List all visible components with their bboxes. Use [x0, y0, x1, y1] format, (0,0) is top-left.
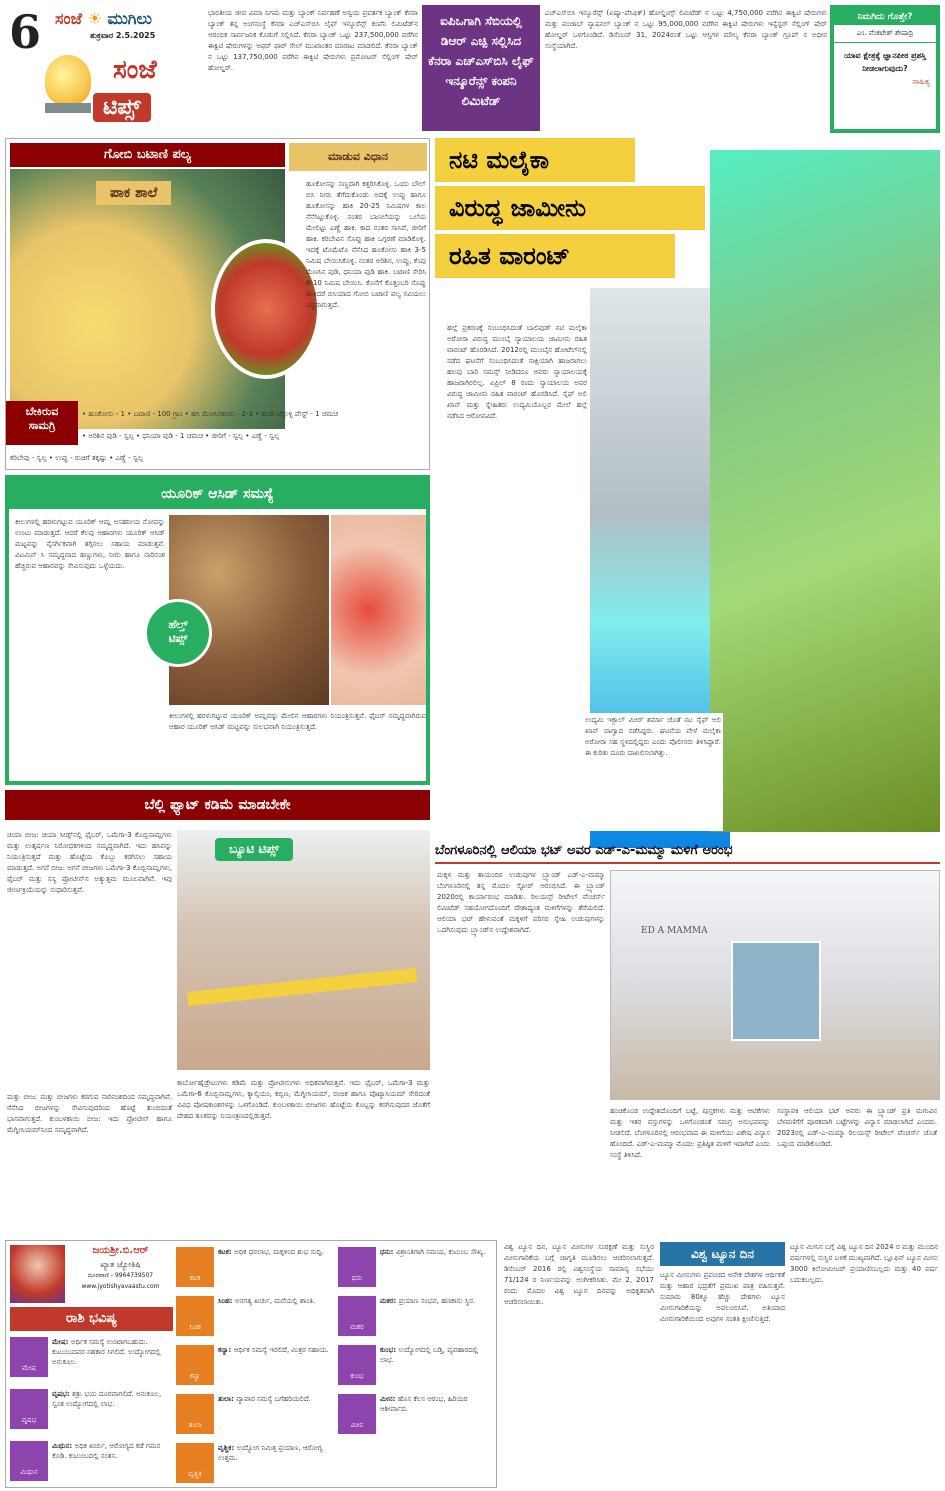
date-line: ಶುಕ್ರವಾರ 2.5.2025 — [90, 31, 156, 40]
horoscope-sign — [176, 1392, 331, 1439]
astrologer-website: www.jyotishyavaastu.com — [81, 1283, 160, 1290]
uric-text-bottom: ಕೀಲುಗಳಲ್ಲಿ ಹರಳುಗಟ್ಟುವ ಯೂರಿಕ್ ಅಮ್ಲವನ್ನು ಮೇಲಿನ ಆಹಾರಗಳು ನಿಯಂತ್ರಿಸುತ್ತವೆ. ಫೈಬರ್ ಸಮೃದ್ಧವಾಗಿರುವ ಆಹಾರ ಯೂರಿಕ್ ಆಸಿಡ್ ಮಟ್ಟವನ್ನು ಸುಲಭವಾಗಿ ನಿಯಂತ್ರಿಸುತ್ತದೆ. — [169, 712, 426, 731]
astrologer-phone: ದೂರವಾಣಿ - 9964739507 — [87, 1272, 154, 1279]
recipe-method-text: ಹೂಕೋಸನ್ನು ಸಣ್ಣದಾಗಿ ಕತ್ತರಿಸಿಕೊಳ್ಳಿ. ಒಂದು ಬೌಲ್ ಬಿಸಿ ನೀರು ತೆಗೆದುಕೊಂಡು ಅದಕ್ಕೆ ಉಪ್ಪು ಹಾಗೂ ಹೂಕೋಸನ್ನು ಹಾಕಿ 20-25 ನಿಮಿಷಗಳ ಕಾಲ ನೆನೆಸಿಟ್ಟುಕೊಳ್ಳಿ. ನಂತರ ಬಾಣಲೆಯನ್ನು ಒಲೆಯ ಮೇಲಿಟ್ಟು ಎಣ್ಣೆ ಹಾಕಿ. ಕಾದ ನಂತರ ಸಾಸಿವೆ, ಜೀರಿಗೆ ಹಾಕಿ. ಕರಿಬೇವಿನ ಸೊಪ್ಪು ಹಾಕಿ ಒಗ್ಗರಣೆ ಮಾಡಿಕೊಳ್ಳಿ. ಇದಕ್ಕೆ ಟೊಮೆಟೊ ನೆನೆಸಿದ ಹೂಕೋಸು ಹಾಕಿ 3-5 ನಿಮಿಷ ಬೇಯಿಸಿಕೊಳ್ಳಿ. ನಂತರ ಅರಿಶಿನ, ಉಪ್ಪು, ಕೆಂಪು ಮೆಣಸಿನ ಪುಡಿ, ಧನಿಯಾ ಪುಡಿ ಹಾಕಿ. ಬಟಾಣಿ ಸೇರಿಸಿ 8-10 ನಿಮಿಷ ಬೇಯಿಸಿ. ಕೊನೆಗೆ ಕೊತ್ತಂಬರಿ ಸೊಪ್ಪು ಹಾಕಿದರೆ ಬಿಸಿಯಾದ ಗೋಬಿ ಬಟಾಣಿ ಪಲ್ಯ ಸವಿಯಲು ಸಿದ್ಧವಾಗುತ್ತದೆ. — [306, 180, 426, 309]
tuna-text-col2: ಟ್ಯೂನ ಮೀನುಗಳು ಪ್ರಪಂಚದ ಅನೇಕ ದೇಶಗಳ ಆರ್ಥಿಕತೆ ಮತ್ತು ಆಹಾರ ಭದ್ರತೆಗೆ ಪ್ರಮುಖ ಪಾತ್ರ ವಹಿಸುತ್ತವೆ. ಸುಮಾರು 80ಕ್ಕೂ ಹೆಚ್ಚು ದೇಶಗಳು ಟ್ಯೂನ ಮೀನುಗಾರಿಕೆಯನ್ನು ಅವಲಂಬಿಸಿವೆ. ಅತಿಯಾದ ಮೀನುಗಾರಿಕೆಯಿಂದ ಅವುಗಳ ಸಂತತಿ ಕ್ಷೀಣಿಸುತ್ತಿದೆ. — [660, 1271, 785, 1323]
top-story-headline-text: ಐಪಿಒಗಾಗಿ ಸೆಬಿಯಲ್ಲಿ ಡಿಆರ್ ಎಚ್ಪಿ ಸಲ್ಲಿಸಿದ ಕೆನರಾ ಎಚ್ಎಸ್‌ಬಿಸಿ ಲೈಫ್ ಇನ್ಶೂರೆನ್ಸ್ ಕಂಪನಿ ಲಿಮಿಟೆಡ್ — [428, 14, 534, 108]
malaika-text-left: ಹಲ್ಲೆ ಪ್ರಕರಣಕ್ಕೆ ಸಂಬಂಧಿಸಿದಂತೆ ಬಾಲಿವುಡ್ ನಟಿ ಮಲೈಕಾ ಅರೋರಾ ವಿರುದ್ಧ ಮುಂಬೈ ನ್ಯಾಯಾಲಯ ಜಾಮೀನು ರಹಿತ ವಾರಂಟ್ ಹೊರಡಿಸಿದೆ. 2012ರಲ್ಲಿ ಮುಂಬೈನ ಹೋಟೆಲ್‌ನಲ್ಲಿ ನಡೆದ ಘಟನೆಗೆ ಸಂಬಂಧಿಸಿದಂತೆ ಸಾಕ್ಷಿಯಾಗಿ ಹಾಜರಾಗಲು ಹಲವು ಬಾರಿ ಸಮನ್ಸ್ ನೀಡಿದರೂ ಅವರು ನ್ಯಾಯಾಲಯಕ್ಕೆ ಹಾಜರಾಗಿರಲಿಲ್ಲ. ಏಪ್ರಿಲ್ 8 ರಂದು ನ್ಯಾಯಾಲಯ ಅವರ ವಿರುದ್ಧ ಜಾಮೀನು ರಹಿತ ವಾರಂಟ್ ಹೊರಡಿಸಿದೆ. ಸೈಫ್ ಅಲಿ ಖಾನ್ ಮತ್ತು ಸ್ನೇಹಿತರು ಉದ್ಯಮಿಯೊಬ್ಬರ ಮೇಲೆ ಹಲ್ಲೆ ನಡೆಸಿದ ಆರೋಪವಿದೆ. — [447, 324, 587, 420]
horoscope-title: ರಾಶಿ ಭವಿಷ್ಯ — [10, 1307, 173, 1331]
horoscope-sign — [176, 1343, 331, 1390]
horoscope-sign-text: ಕಟಕ: ಅಧಿಕ ಧನಲಾಭ, ಮಕ್ಕಳಿಂದ ಶುಭ ಸುದ್ದಿ. — [218, 1248, 324, 1256]
malaika-headline-line3: ರಹಿತ ವಾರಂಟ್ — [435, 234, 675, 278]
zodiac-sign-icon: ವೃಶ್ಚಿಕ — [176, 1443, 214, 1483]
horoscope-sign-text: ಸಿಂಹ: ಅನಗತ್ಯ ಖರ್ಚು, ಮನೆಯಲ್ಲಿ ಶಾಂತಿ. — [218, 1297, 316, 1305]
horoscope-sign — [10, 1439, 170, 1489]
horoscope-sign-text: ವೃಷಭ: ಶತ್ರು ಭಯ ದೂರವಾಗಲಿದೆ. ಅನುಕೂಲ, ಸ್ವಂತ ಉದ್ಯೋಗದಲ್ಲಿ ಲಾಭ. — [52, 1390, 162, 1408]
sun-icon: ☀ — [87, 9, 102, 28]
tuna-title: ವಿಶ್ವ ಟ್ಯೂನ ದಿನ — [660, 1242, 785, 1266]
paper-name-b: ಮುಗಿಲು — [107, 9, 152, 28]
alia-store-photo — [610, 870, 940, 1100]
horoscope-sign-text: ತುಲಾ: ವ್ಯಾಪಾರ ಸಮಸ್ಯೆ ಬಗೆಹರಿಯಲಿದೆ. — [218, 1395, 311, 1403]
top-story-col2: ಎಚ್‌ಎಸ್‌ಬಿಸಿ ಇನ್ಶೂರೆನ್ಸ್ (ಏಷ್ಯಾ-ಪೆಸಿಫಿಕ್) ಹೋಲ್ಡಿಂಗ್ಸ್ ಲಿಮಿಟೆಡ್ ನ ಒಟ್ಟು 4,750,000 ವರೆಗಿನ ಈಕ್ವಿಟಿ ಷೇರುಗಳು ಮತ್ತು ಪಂಜಾಬ್ ನ್ಯಾಷನಲ್ ಬ್ಯಾಂಕ್ ನ ಒಟ್ಟು 95,000,000 ವರೆಗಿನ ಈಕ್ವಿಟಿ ಷೇರುಗಳು ಇನ್ವೆಸ್ಟರ್ ಸೆಲ್ಲಿಂಗ್ ಷೇರ್ ಹೋಲ್ಡರ್ ಒಳಗೊಂಡಿದೆ. ಡಿಸೆಂಬರ್ 31, 2024ರಂತೆ ಒಟ್ಟು ಆಸ್ತಿಗಳ ಮೌಲ್ಯ ಕೆನರಾ ಬ್ಯಾಂಕ್ ಗ್ರೂಪ್ ನ ಅಧೀನ ಸಂಸ್ಥೆಯಾಗಿದೆ. — [545, 9, 827, 50]
page-number: 6 — [9, 5, 42, 59]
malaika-section — [435, 138, 940, 833]
uric-title: ಯೂರಿಕ್ ಆಸಿಡ್ ಸಮಸ್ಯೆ — [9, 479, 426, 509]
health-tips-badge — [144, 599, 212, 667]
horoscope-sign — [176, 1294, 331, 1341]
recipe-ingredients-label — [6, 401, 78, 445]
quiz-author: ಎಂ. ವೆಂಕಟೇಶ್ ಶೇಷಾದ್ರಿ — [834, 25, 936, 43]
quiz-box — [830, 5, 940, 133]
health-tips-badge-b: ಟಿಪ್ಸ್ — [168, 632, 188, 645]
horoscope-section — [5, 1240, 497, 1488]
zodiac-sign-icon: ಧನು — [338, 1247, 376, 1287]
belly-text-left: ಚಿಯಾ ಬೀಜ: ಚಿಯಾ ಸೀಡ್ಸ್‌ನಲ್ಲಿ ಫೈಬರ್, ಒಮೆಗಾ-3 ಕೊಬ್ಬಿನಾಮ್ಲಗಳು ಮತ್ತು ಉತ್ಕರ್ಷಣ ನಿರೋಧಕಗಳಿಂದ ಸಮೃದ್ಧವಾಗಿದೆ. ಇದು ಹಸಿವನ್ನು ನಿಯಂತ್ರಿಸುತ್ತದೆ ಮತ್ತು ಹೊಟ್ಟೆಯ ಕೊಬ್ಬು ಕರಗಿಸಲು ಸಹಾಯ ಮಾಡುತ್ತದೆ. ಅಗಸೆ ಬೀಜ: ಅಗಸೆ ಬೀಜಗಳು ಒಮೆಗಾ-3 ಕೊಬ್ಬಿನಾಮ್ಲಗಳು, ಫೈಬರ್ ಮತ್ತು ಸಸ್ಯ ಪ್ರೋಟೀನ್‌ನ ಅತ್ಯುತ್ತಮ ಮೂಲವಾಗಿವೆ. ಇವು ಜೀರ್ಣಕ್ರಿಯೆಯನ್ನು ಸುಧಾರಿಸುತ್ತವೆ. — [7, 831, 172, 894]
malaika-headline — [435, 138, 715, 278]
horoscope-sign-text: ಕನ್ಯಾ: ಆರ್ಥಿಕ ಸಮಸ್ಯೆ ಇರಲಿದೆ, ಮಿತ್ರರ ಸಹಾಯ. — [218, 1346, 329, 1354]
recipe-section — [5, 138, 430, 470]
section-title-a: ಸಂಜೆ — [113, 55, 157, 85]
horoscope-sign-text: ಮೀನ: ಹೊಸ ಕೆಲಸ ಆರಂಭ, ಹಿರಿಯರ ಆಶೀರ್ವಾದ. — [380, 1395, 468, 1413]
malaika-headline-line2: ವಿರುದ್ಧ ಜಾಮೀನು — [435, 186, 705, 230]
uric-text: ಕೀಲುಗಳಲ್ಲಿ ಹರಳುಗಟ್ಟುವ ಯೂರಿಕ್ ಆಮ್ಲ ಅಸಹನೀಯ ನೋವನ್ನು ಉಂಟು ಮಾಡುತ್ತದೆ. ಆದರೆ ಕೆಲವು ಆಹಾರಗಳು ಯೂರಿಕ್ ಆಸಿಡ್ ಮಟ್ಟವನ್ನು ನೈಸರ್ಗಿಕವಾಗಿ ತಗ್ಗಿಸಲು ಸಹಾಯ ಮಾಡುತ್ತವೆ. ವಿಟಮಿನ್ ಸಿ ಸಮೃದ್ಧವಾದ ಹಣ್ಣುಗಳು, ನೀರು ಹಾಗೂ ನಾರಿನಂಶ ಹೆಚ್ಚಿರುವ ಆಹಾರವನ್ನು ಸೇವಿಸುವುದು ಒಳ್ಳೆಯದು. — [15, 518, 165, 570]
zodiac-sign-icon: ಮಿಥುನ — [10, 1441, 48, 1481]
recipe-title: ಗೋಬಿ ಬಟಾಣಿ ಪಲ್ಯ — [10, 143, 285, 167]
zodiac-sign-icon: ಮಕರ — [338, 1296, 376, 1336]
horoscope-sign — [338, 1294, 493, 1341]
alia-section — [435, 838, 940, 1243]
alia-text-right: ಸಂಸ್ಥಾಪಕಿ ಆಲಿಯಾ ಭಟ್ ಅವರು ಈ ಬ್ರ್ಯಾಂಡ್ ಪ್ರತಿ ಮಗುವಿನ ಬೆಳವಣಿಗೆಗೆ ಪೂರಕವಾಗಿ ಬಟ್ಟೆಗಳನ್ನು ವಿನ್ಯಾಸ ಮಾಡಲಾಗಿದೆ ಎಂದರು. 2023ರಲ್ಲಿ ಎಡ್-ಎ-ಮಮ್ಮಾ ರಿಲಯನ್ಸ್ ರೀಟೇಲ್ ವೆಂಚರ್ಸ್ ಜೊತೆ ಒಪ್ಪಂದ ಮಾಡಿಕೊಂಡಿದೆ. — [777, 1107, 937, 1148]
alia-headline: ಬೆಂಗಳೂರಿನಲ್ಲಿ ಆಲಿಯಾ ಭಟ್ ಅವರ ಎಡ್-ಎ-ಮಮ್ಮಾ ಮಳಿಗೆ ಆರಂಭ — [435, 838, 940, 864]
toe-image — [331, 515, 426, 705]
beauty-tips-badge: ಬ್ಯೂಟಿ ಟಿಪ್ಸ್ — [215, 838, 293, 861]
zodiac-sign-icon: ಕನ್ಯಾ — [176, 1345, 214, 1385]
tape-measure — [187, 968, 417, 1006]
horoscope-sign-text: ವೃಶ್ಚಿಕ: ಉದ್ಯೋಗ ನಿಮಿತ್ತ ಪ್ರಯಾಣ, ಆರೋಗ್ಯ ಉತ್ತಮ. — [218, 1444, 323, 1462]
belly-title: ಬೆಲ್ಲಿ ಫ್ಯಾಟ್ ಕಡಿಮೆ ಮಾಡಬೇಕೇ — [5, 790, 430, 820]
tuna-text-col3: ಟ್ಯೂನ ಮೀನಿನ ಬಗ್ಗೆ ವಿಶ್ವ ಟ್ಯೂನ ದಿನ 2024 ರ ಮತ್ತು ಮುಂದಿನ ವರ್ಷಗಳಲ್ಲಿ ಸುಸ್ಥಿರ ಬಳಕೆ ಮುಖ್ಯವಾಗಿದೆ. ಬ್ಲೂಫಿನ್ ಟ್ಯೂನ ಮೀನು 3000 ಕಿಲೋಮೀಟರ್ ಪ್ರಯಾಣಿಸಬಲ್ಲದು ಮತ್ತು 40 ವರ್ಷ ಬದುಕಬಲ್ಲದು. — [790, 1243, 938, 1284]
horoscope-sign-text: ಧನು: ವಿಶ್ರಾಂತಿಗಾಗಿ ಸಮಯ, ಕುಟುಂಬ ಸೌಖ್ಯ. — [380, 1248, 486, 1256]
zodiac-sign-icon: ತುಲಾ — [176, 1394, 214, 1434]
zodiac-sign-icon: ಮೇಷ — [10, 1337, 48, 1377]
horoscope-sign — [338, 1343, 493, 1390]
recipe-bowl-image — [211, 239, 321, 379]
horoscope-sign — [176, 1245, 331, 1292]
zodiac-sign-icon: ವೃಷಭ — [10, 1389, 48, 1429]
quiz-question: ಯಾವ ಕ್ಷೇತ್ರಕ್ಕೆ ಜ್ಞಾನಪೀಠ ಪ್ರಶಸ್ತಿ ನೀಡಲಾಗುವುದು? — [844, 51, 926, 73]
horoscope-sign — [10, 1335, 170, 1385]
horoscope-sign — [338, 1245, 493, 1292]
horoscope-sign — [10, 1387, 170, 1437]
horoscope-sign — [338, 1392, 493, 1439]
recipe-kitchen-label: ಪಾಕ ಶಾಲೆ — [96, 181, 171, 205]
zodiac-sign-icon: ಕುಂಭ — [338, 1345, 376, 1385]
alia-text-bottom: ಹಂಚಿಕೊಂಡ ಉದ್ದೇಶದೊಂದಿಗೆ ಬಟ್ಟೆ, ಪುಸ್ತಕಗಳು ಮತ್ತು ಆಟಿಕೆಗಳು ಮತ್ತು ಇತರ ವಸ್ತುಗಳನ್ನು ಒಳಗೊಂಡಂತೆ ಸಮಗ್ರ ಅನುಭವವನ್ನು ನೀಡಲಿದೆ. ಬೆಂಗಳೂರಿನಲ್ಲಿ ಆರಂಭವಾದ ಈ ಮಳಿಗೆಯು ವಿಶೇಷ ವಿನ್ಯಾಸ ಹೊಂದಿದೆ. ಎಡ್-ಎ-ಮಮ್ಮಾ ಮೊದಲ ಪ್ರತಿಷ್ಠಿತ ಮಳಿಗೆ ಇದಾಗಿದೆ ಎಂದು ಸಂಸ್ಥೆ ತಿಳಿಸಿದೆ. — [610, 1107, 770, 1159]
recipe-ingredients-line2: • ಅರಿಶಿನ ಪುಡಿ - ಸ್ವಲ್ಪ • ಧನಿಯಾ ಪುಡಿ - 1 ಚಮಚ • ಜೀರಿಗೆ - ಸ್ವಲ್ಪ • ಎಣ್ಣೆ - ಸ್ವಲ್ಪ — [82, 432, 280, 440]
quiz-answer: ಸಾಹಿತ್ಯ — [912, 77, 930, 86]
belly-section — [5, 790, 430, 1235]
recipe-ingredients-line1: • ಹೂಕೋಸು - 1 • ಬಟಾಣಿ - 100 ಗ್ರಾಂ • ಹಸಿ ಮೆಣಸಿನಕಾಯಿ - 2-3 • ಶುಂಠಿ-ಬೆಳ್ಳುಳ್ಳಿ ಪೇಸ್ಟ್ - 1 ಚಮಚ — [82, 410, 339, 418]
astrologer-name: ಜಯಶ್ರೀ.ಬಿ.ಆರ್ — [92, 1245, 149, 1256]
belly-text-center: ಕಾರ್ಬೋಹೈಡ್ರೇಟುಗಳು ಕಡಿಮೆ ಮತ್ತು ಪ್ರೋಟೀನುಗಳು ಅಧಿಕವಾಗಿರುತ್ತವೆ. ಇದು ಫೈಬರ್, ಒಮೆಗಾ-3 ಮತ್ತು ಒಮೆಗಾ-6 ಕೊಬ್ಬಿನಾಮ್ಲಗಳು, ಕ್ಯಾಲ್ಸಿಯಂ, ಕಬ್ಬಿಣ, ಮೆಗ್ನೀಸಿಯಮ್, ರಂಜಕ ಹಾಗೂ ಪೊಟ್ಯಾಸಿಯಮ್ ಸೇರಿದಂತೆ ವಿವಿಧ ಪೋಷಕಾಂಶಗಳನ್ನು ಒಳಗೊಂಡಿದೆ. ಕುಂಬಳಕಾಯಿ ಬೀಜಗಳು ಹೊಟ್ಟೆಯ ಕೊಬ್ಬನ್ನು ಕರಗಿಸುವುದರ ಜೊತೆಗೆ ದೇಹದ ತೂಕವನ್ನು ನಿಯಂತ್ರಣದಲ್ಲಿಡುತ್ತವೆ. — [177, 1079, 430, 1120]
store-window — [731, 941, 821, 1041]
horoscope-signs — [6, 1241, 496, 1487]
zodiac-sign-icon: ಸಿಂಹ — [176, 1296, 214, 1336]
zodiac-sign-icon: ಮೀನ — [338, 1394, 376, 1434]
belly-text-left2: ಮತ್ತು ಬೀಜ: ಮತ್ತು ಬೀಜಗಳು ಕರಗುವ ನಾರಿನಂಶದಿಂದ ಸಮೃದ್ಧವಾಗಿವೆ. ನೆನೆಸಿದ ಬೀಜಗಳನ್ನು ಸೇವಿಸುವುದರಿಂದ ಹೊಟ್ಟೆ ತುಂಬಿದಂತೆ ಭಾಸವಾಗುತ್ತದೆ. ಕುಂಬಳಕಾಯಿ ಬೀಜ: ಇದು ಪ್ರೋಟೀನ್ ಹಾಗೂ ಮೆಗ್ನೀಸಿಯಮ್‌ನಿಂದ ಸಮೃದ್ಧವಾಗಿದೆ. — [7, 1093, 172, 1134]
masthead — [5, 5, 205, 133]
store-logo-left: ED A MAMMA — [641, 926, 708, 936]
recipe-ingredients-label-b: ಸಾಮಗ್ರಿ — [28, 419, 56, 432]
malaika-large-photo — [710, 150, 940, 832]
health-tips-badge-a: ಹೆಲ್ತ್ — [168, 618, 188, 631]
tuna-section — [502, 1240, 940, 1488]
quiz-title: ನಿಮಗಿದು ಗೊತ್ತೇ? — [834, 9, 936, 25]
malaika-text-right: ಉದ್ಯಮಿ ಇಕ್ಬಾಲ್ ಮೀರ್ ಶರ್ಮಾ ಜೊತೆ ನಟ ಸೈಫ್ ಅಲಿ ಖಾನ್ ವಾಗ್ವಾದ ನಡೆಸಿದ್ದರು. ಘಟನೆಯ ವೇಳೆ ಮಲೈಕಾ ಅರೋರಾ ಸಹ ಸ್ಥಳದಲ್ಲಿದ್ದರು ಎಂದು ಪೊಲೀಸರು ತಿಳಿಸಿದ್ದಾರೆ. ಈ ಕುರಿತು ದೂರು ದಾಖಲಿಸಲಾಗಿತ್ತು. — [583, 713, 723, 831]
horoscope-sign-text: ಕುಂಭ: ಉದ್ಯೋಗದಲ್ಲಿ ಬಡ್ತಿ, ವ್ಯವಹಾರದಲ್ಲಿ ಲಾಭ. — [380, 1346, 479, 1364]
horoscope-sign — [176, 1441, 331, 1488]
astrologer-title: ಖ್ಯಾತ ಜ್ಯೋತಿಷಿ — [100, 1260, 141, 1269]
top-story-headline — [422, 5, 540, 131]
recipe-ingredients-line3: ಕರಿಬೇವು - ಸ್ವಲ್ಪ • ಉಪ್ಪು - ರುಚಿಗೆ ತಕ್ಕಷ್ಟು • ಎಣ್ಣೆ - ಸ್ವಲ್ಪ — [10, 454, 144, 462]
horoscope-sign-text: ಮಿಥುನ: ಅಧಿಕ ಖರ್ಚು, ಆರೋಗ್ಯದ ಕಡೆ ಗಮನ ಕೊಡಿ. ಕುಟುಂಬದಲ್ಲಿ ಸಂತಸ. — [52, 1442, 161, 1460]
zodiac-sign-icon: ಕಟಕ — [176, 1247, 214, 1287]
horoscope-sign-text: ಮೇಷ: ಅರ್ಥಿಕ ಸಮಸ್ಯೆ ಉಂಟಾಗಬಹುದು. ಕುಟುಂಬದವರ ಸಹಕಾರ ಸಿಗಲಿದೆ. ಉದ್ಯೋಗದಲ್ಲಿ ಅನುಕೂಲ. — [52, 1338, 161, 1366]
recipe-method-label: ಮಾಡುವ ವಿಧಾನ — [289, 143, 427, 171]
recipe-ingredients-label-a: ಬೇಕಿರುವ — [25, 405, 59, 418]
malaika-headline-line1: ನಟಿ ಮಲೈಕಾ — [435, 138, 635, 182]
section-title-b: ಟಿಪ್ಸ್ — [93, 93, 151, 122]
paper-name-a: ಸಂಜೆ — [55, 9, 82, 28]
uric-section — [5, 475, 430, 785]
horoscope-sign-text: ಮಕರ: ಪ್ರಯಾಣ ಸಂಭವ, ಹಣಕಾಸು ಸ್ಥಿರ. — [380, 1297, 476, 1305]
top-story-col1: ಭಾರತೀಯ ಜೀವ ವಿಮಾ ನಿಗಮ ಮತ್ತು ಬ್ಯಾಂಕ್ ನಿರ್ವಹಣೆ ಅನ್ವಯ ಪ್ರವರ್ತಕ ಬ್ಯಾಂಕ್ ಕೆನರಾ ಬ್ಯಾಂಕ್ ತನ್ನ ಅಂಗಸಂಸ್ಥೆ ಕೆನರಾ ಎಚ್‌ಎಸ್‌ಬಿಸಿ ಲೈಫ್ ಇನ್ಶೂರೆನ್ಸ್ ಕಂಪೆನಿ ಲಿಮಿಟೆಡ್‌ನ ಆರಂಭಿಕ ಸಾರ್ವಜನಿಕ ಕೊಡುಗೆ ಸಲ್ಲಿಸಿದೆ. ಕೆನರಾ ಬ್ಯಾಂಕ್ ಒಟ್ಟು 237,500,000 ವರೆಗಿನ ಈಕ್ವಿಟಿ ಷೇರುಗಳನ್ನು ಆಫರ್ ಫಾರ್ ಸೇಲ್ ಮುಖಾಂತರ ಮಾರಾಟ ಮಾಡಲಿದೆ. ಕೆನರಾ ಬ್ಯಾಂಕ್ ನ ಒಟ್ಟು 137,750,000 ವರೆಗಿನ ಈಕ್ವಿಟಿ ಷೇರುಗಳು ಪ್ರಮೋಟರ್ ಸೆಲ್ಲಿಂಗ್ ಷೇರ್ ಹೋಲ್ಡರ್. — [208, 9, 418, 72]
bulb-icon — [45, 55, 91, 105]
belly-image — [177, 830, 430, 1070]
alia-text-left: ಮಕ್ಕಳ ಮತ್ತು ತಾಯಂದಿರ ಉಡುಪುಗಳ ಬ್ರ್ಯಾಂಡ್ ಎಡ್-ಎ-ಮಮ್ಮಾ ಬೆಂಗಳೂರಿನಲ್ಲಿ ತನ್ನ ಮೊದಲ ಸ್ಟೋರ್ ಆರಂಭಿಸಿದೆ. ಈ ಬ್ರ್ಯಾಂಡ್ 2020ರಲ್ಲಿ ಕಾರ್ಯಾರಂಭ ಮಾಡಿತು. ರಿಲಯನ್ಸ್ ರೀಟೇಲ್ ವೆಂಚರ್ಸ್ ಲಿಮಿಟೆಡ್ ಸಹಯೋಗದೊಂದಿಗೆ ದೇಶಾದ್ಯಂತ ಮಳಿಗೆಗಳನ್ನು ತೆರೆಯಲಿದೆ. ಆಲಿಯಾ ಭಟ್ ಹೇಳುವಂತೆ ಮಕ್ಕಳಿಗೆ ಪರಿಸರ ಸ್ನೇಹಿ ಉಡುಪುಗಳನ್ನು ಒದಗಿಸುವುದು ಬ್ರ್ಯಾಂಡ್‌ನ ಉದ್ದೇಶವಾಗಿದೆ. — [437, 871, 605, 934]
tuna-text-col1: ವಿಶ್ವ ಟ್ಯೂನ ದಿನ, ಟ್ಯೂನ ಮೀನುಗಳ ಸಂರಕ್ಷಣೆ ಮತ್ತು ಸುಸ್ಥಿರ ಮೀನುಗಾರಿಕೆಯ ಬಗ್ಗೆ ಜಾಗೃತಿ ಮೂಡಿಸಲು ಆಚರಿಸಲಾಗುತ್ತದೆ. ಡಿಸೆಂಬರ್ 2016 ರಲ್ಲಿ ವಿಶ್ವಸಂಸ್ಥೆಯ ಸಾಮಾನ್ಯ ಸಭೆಯು 71/124 ರ ನಿರ್ಣಯವನ್ನು ಅಂಗೀಕರಿಸಿತು. ಮೇ 2, 2017 ರಂದು ಮೊದಲ ವಿಶ್ವ ಟ್ಯೂನ ದಿನವನ್ನು ಅಧಿಕೃತವಾಗಿ ಆಚರಿಸಲಾಯಿತು. — [504, 1243, 654, 1306]
